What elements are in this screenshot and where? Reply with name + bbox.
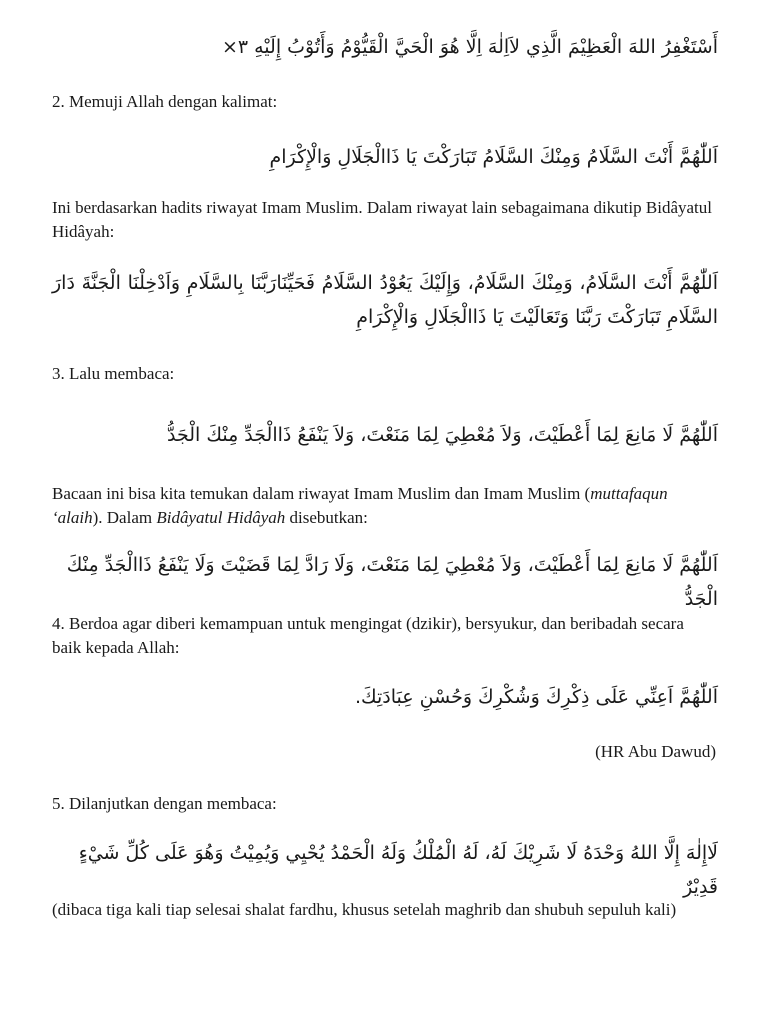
item-4-heading: 4. Berdoa agar diberi kemampuan untuk mengingat (dzikir), bersyukur, dan beribadah secara baik kepada Allah: xyxy=(52,614,684,657)
paragraph-bidayatul-1: Ini berdasarkan hadits riwayat Imam Muslim. Dalam riwayat lain sebagaimana dikutip Bidâyatul Hidâyah: xyxy=(52,198,712,241)
item-3-heading: 3. Lalu membaca: xyxy=(52,364,175,383)
paragraph-muslim-part-b: ). Dalam xyxy=(92,508,157,527)
paragraph-muslim-part-a: Bacaan ini bisa kita temukan dalam riwayat Imam Muslim dan Imam Muslim ( xyxy=(52,484,591,503)
arabic-bidayatul-1: اَللّٰهُمَّ أَنْتَ السَّلَامُ، وَمِنْكَ السَّلَامُ، وَإِلَيْكَ يَعُوْدُ السَّلَامُ فَحَيِّنَارَبَّنَا بِالسَّلَامِ وَاَدْخِلْنَا الْجَنَّةَ دَارَ السَّلَامِ تَبَارَكْتَ رَبَّنَا وَتَعَالَيْتَ يَا ذَاالْجَلَالِ وَالْإِكْرَامِ xyxy=(52,272,718,328)
paragraph-muslim-part-c: disebutkan: xyxy=(285,508,368,527)
paragraph-muslim xyxy=(52,482,716,530)
arabic-bidayatul-2: اَللّٰهُمَّ لَا مَانِعَ لِمَا أَعْطَيْتَ، وَلاَ مُعْطِيَ لِمَا مَنَعْتَ، وَلَا رَادَّ لِمَا قَضَيْتَ وَلَا يَنْفَعُ ذَاالْجَدِّ مِنْكَ الْجَدُّ xyxy=(66,554,718,610)
note-item-5: (dibaca tiga kali tiap selesai shalat fardhu, khusus setelah maghrib dan shubuh sepuluh kali) xyxy=(52,900,677,919)
arabic-item-5: لَاإِلٰهَ إِلَّا اللهُ وَحْدَهُ لَا شَرِيْكَ لَهُ، لَهُ الْمُلْكُ وَلَهُ الْحَمْدُ يُحْيِي وَيُمِيْتُ وَهُوَ عَلَى كُلِّ شَيْءٍ قَدِيْرٌ xyxy=(78,842,718,898)
term-bidayatul-hidayah: Bidâyatul Hidâyah xyxy=(156,508,286,527)
arabic-item-4: اَللّٰهُمَّ اَعِنِّي عَلَى ذِكْرِكَ وَشُكْرِكَ وَحُسْنِ عِبَادَتِكَ. xyxy=(354,686,718,708)
arabic-istighfar: أَسْتَغْفِرُ اللهَ الْعَظِيْمَ الَّذِي لاَاِلٰهَ اِلَّا هُوَ الْحَيَّ الْقَيُّوْمُ وَأَتُوْبُ إِلَيْهِ ٣× xyxy=(221,36,718,58)
arabic-item-2: اَللّٰهُمَّ أَنْتَ السَّلَامُ وَمِنْكَ السَّلَامُ تَبَارَكْتَ يَا ذَاالْجَلَالِ وَالْإِكْرَامِ xyxy=(269,146,718,168)
term-muttafaqun-alaih: muttafaqun ‘alaih xyxy=(52,484,668,527)
arabic-item-3: اَللّٰهُمَّ لَا مَانِعَ لِمَا أَعْطَيْتَ، وَلاَ مُعْطِيَ لِمَا مَنَعْتَ، وَلاَ يَنْفَعُ ذَاالْجَدِّ مِنْكَ الْجَدُّ xyxy=(167,424,718,446)
citation-abu-dawud: (HR Abu Dawud) xyxy=(595,742,716,761)
item-5-heading: 5. Dilanjutkan dengan membaca: xyxy=(52,794,277,813)
item-2-heading: 2. Memuji Allah dengan kalimat: xyxy=(52,92,278,111)
